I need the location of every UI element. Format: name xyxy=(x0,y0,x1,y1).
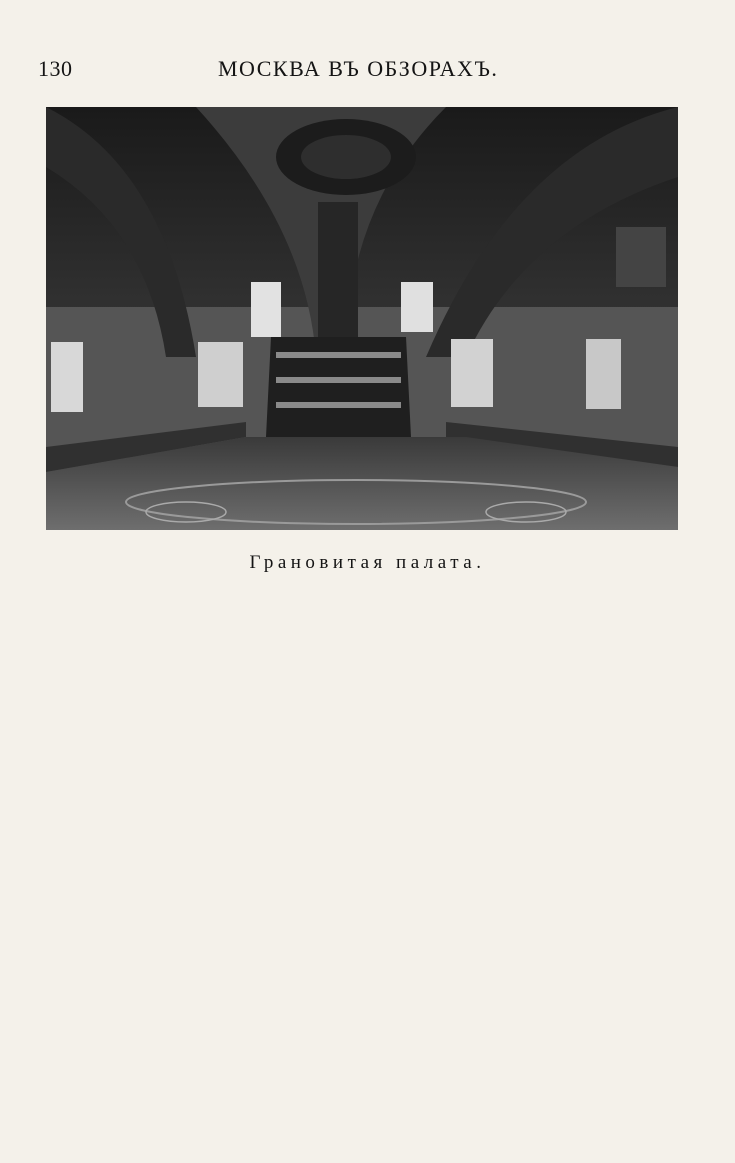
illustration-photo xyxy=(46,107,678,530)
running-head xyxy=(38,56,688,86)
running-title: МОСКВА ВЪ ОБЗОРАХЪ. xyxy=(218,56,499,81)
page-number: 130 xyxy=(38,56,73,81)
illustration-caption: Грановитая палата. xyxy=(249,552,486,573)
faceted-chamber-engraving xyxy=(46,107,678,530)
